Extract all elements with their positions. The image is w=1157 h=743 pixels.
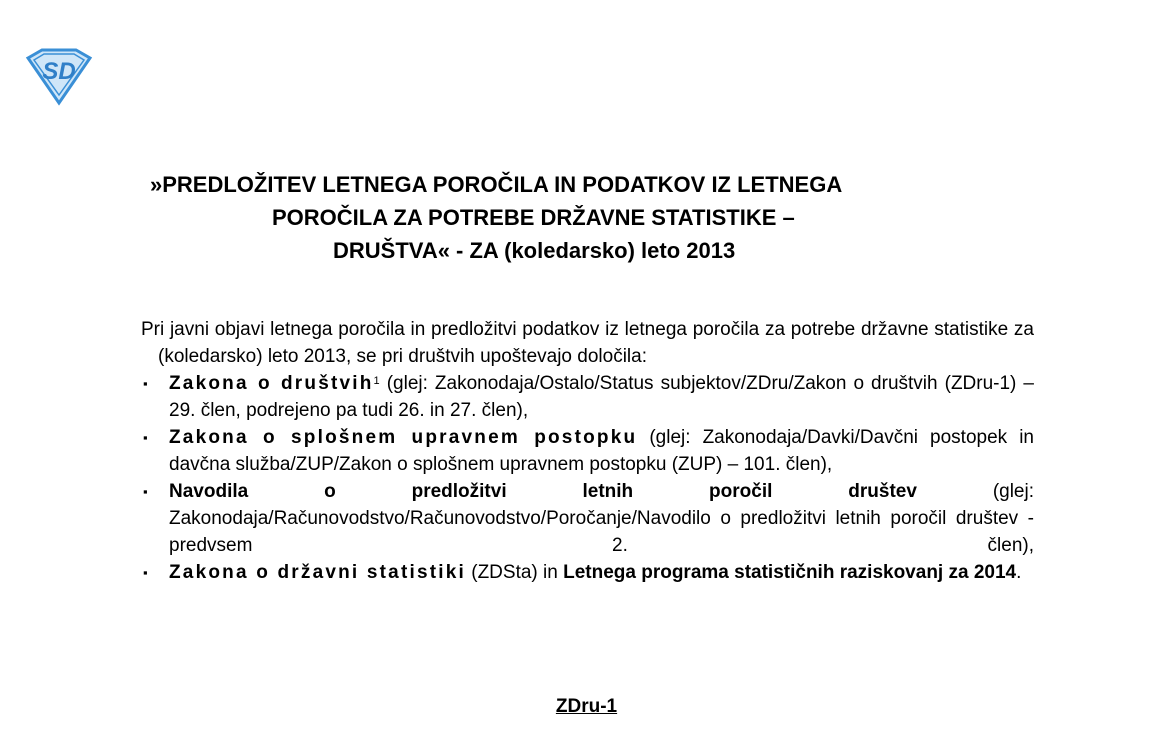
item-bold: Zakona o državni statistiki — [169, 562, 466, 583]
list-item — [141, 370, 1034, 424]
item-text: (glej: Zakonodaja/Ostalo/Status subjektov/ZDru/Zakon o društvih (ZDru-1) – 29. člen, podrejeno pa tudi 26. in 27. člen), — [169, 373, 1034, 421]
bullet-icon: ▪ — [143, 376, 148, 391]
logo-text: SD — [42, 58, 76, 85]
title-line-3: DRUŠTVA« - ZA (koledarsko) leto 2013 — [333, 238, 736, 263]
item-bold: Zakona o društvih — [169, 373, 374, 394]
item-end: . — [1016, 562, 1022, 583]
list-item — [141, 424, 1034, 478]
sd-logo — [22, 48, 96, 106]
item-bold-2: Letnega programa statističnih raziskovanj za 2014 — [563, 562, 1017, 583]
intro-paragraph: Pri javni objavi letnega poročila in predložitvi podatkov iz letnega poročila za potrebe državne statistike za (koledarsko) leto 2013, se pri društvih upoštevajo določila: — [141, 319, 1034, 367]
page-footer — [0, 696, 1157, 718]
item-text: (glej: Zakonodaja/Davki/Davčni postopek in davčna služba/ZUP/Zakon o splošnem upravnem postopku (ZUP) – 101. člen), — [169, 427, 1034, 475]
regulation-list — [141, 370, 1034, 586]
item-text: (ZDSta) in — [465, 562, 564, 583]
item-text: (glej: Zakonodaja/Računovodstvo/Računovodstvo/Poročanje/Navodilo o predložitvi letnih poročil društev - predvsem 2. člen), — [169, 481, 1034, 556]
document-body — [141, 316, 1034, 586]
item-bold: Zakona o splošnem upravnem postopku — [169, 427, 638, 448]
bullet-icon: ▪ — [143, 484, 148, 499]
title-line-1: »PREDLOŽITEV LETNEGA POROČILA IN PODATKOV IZ LETNEGA — [150, 172, 843, 197]
bullet-icon: ▪ — [143, 430, 148, 445]
list-item — [141, 478, 1034, 559]
list-item — [141, 559, 1034, 586]
footer-label: ZDru-1 — [555, 696, 618, 717]
item-bold: Navodila o predložitvi letnih poročil društev — [169, 481, 917, 502]
footnote-ref: 1 — [373, 375, 380, 387]
bullet-icon: ▪ — [143, 565, 148, 580]
title-line-2: POROČILA ZA POTREBE DRŽAVNE STATISTIKE – — [272, 205, 795, 230]
